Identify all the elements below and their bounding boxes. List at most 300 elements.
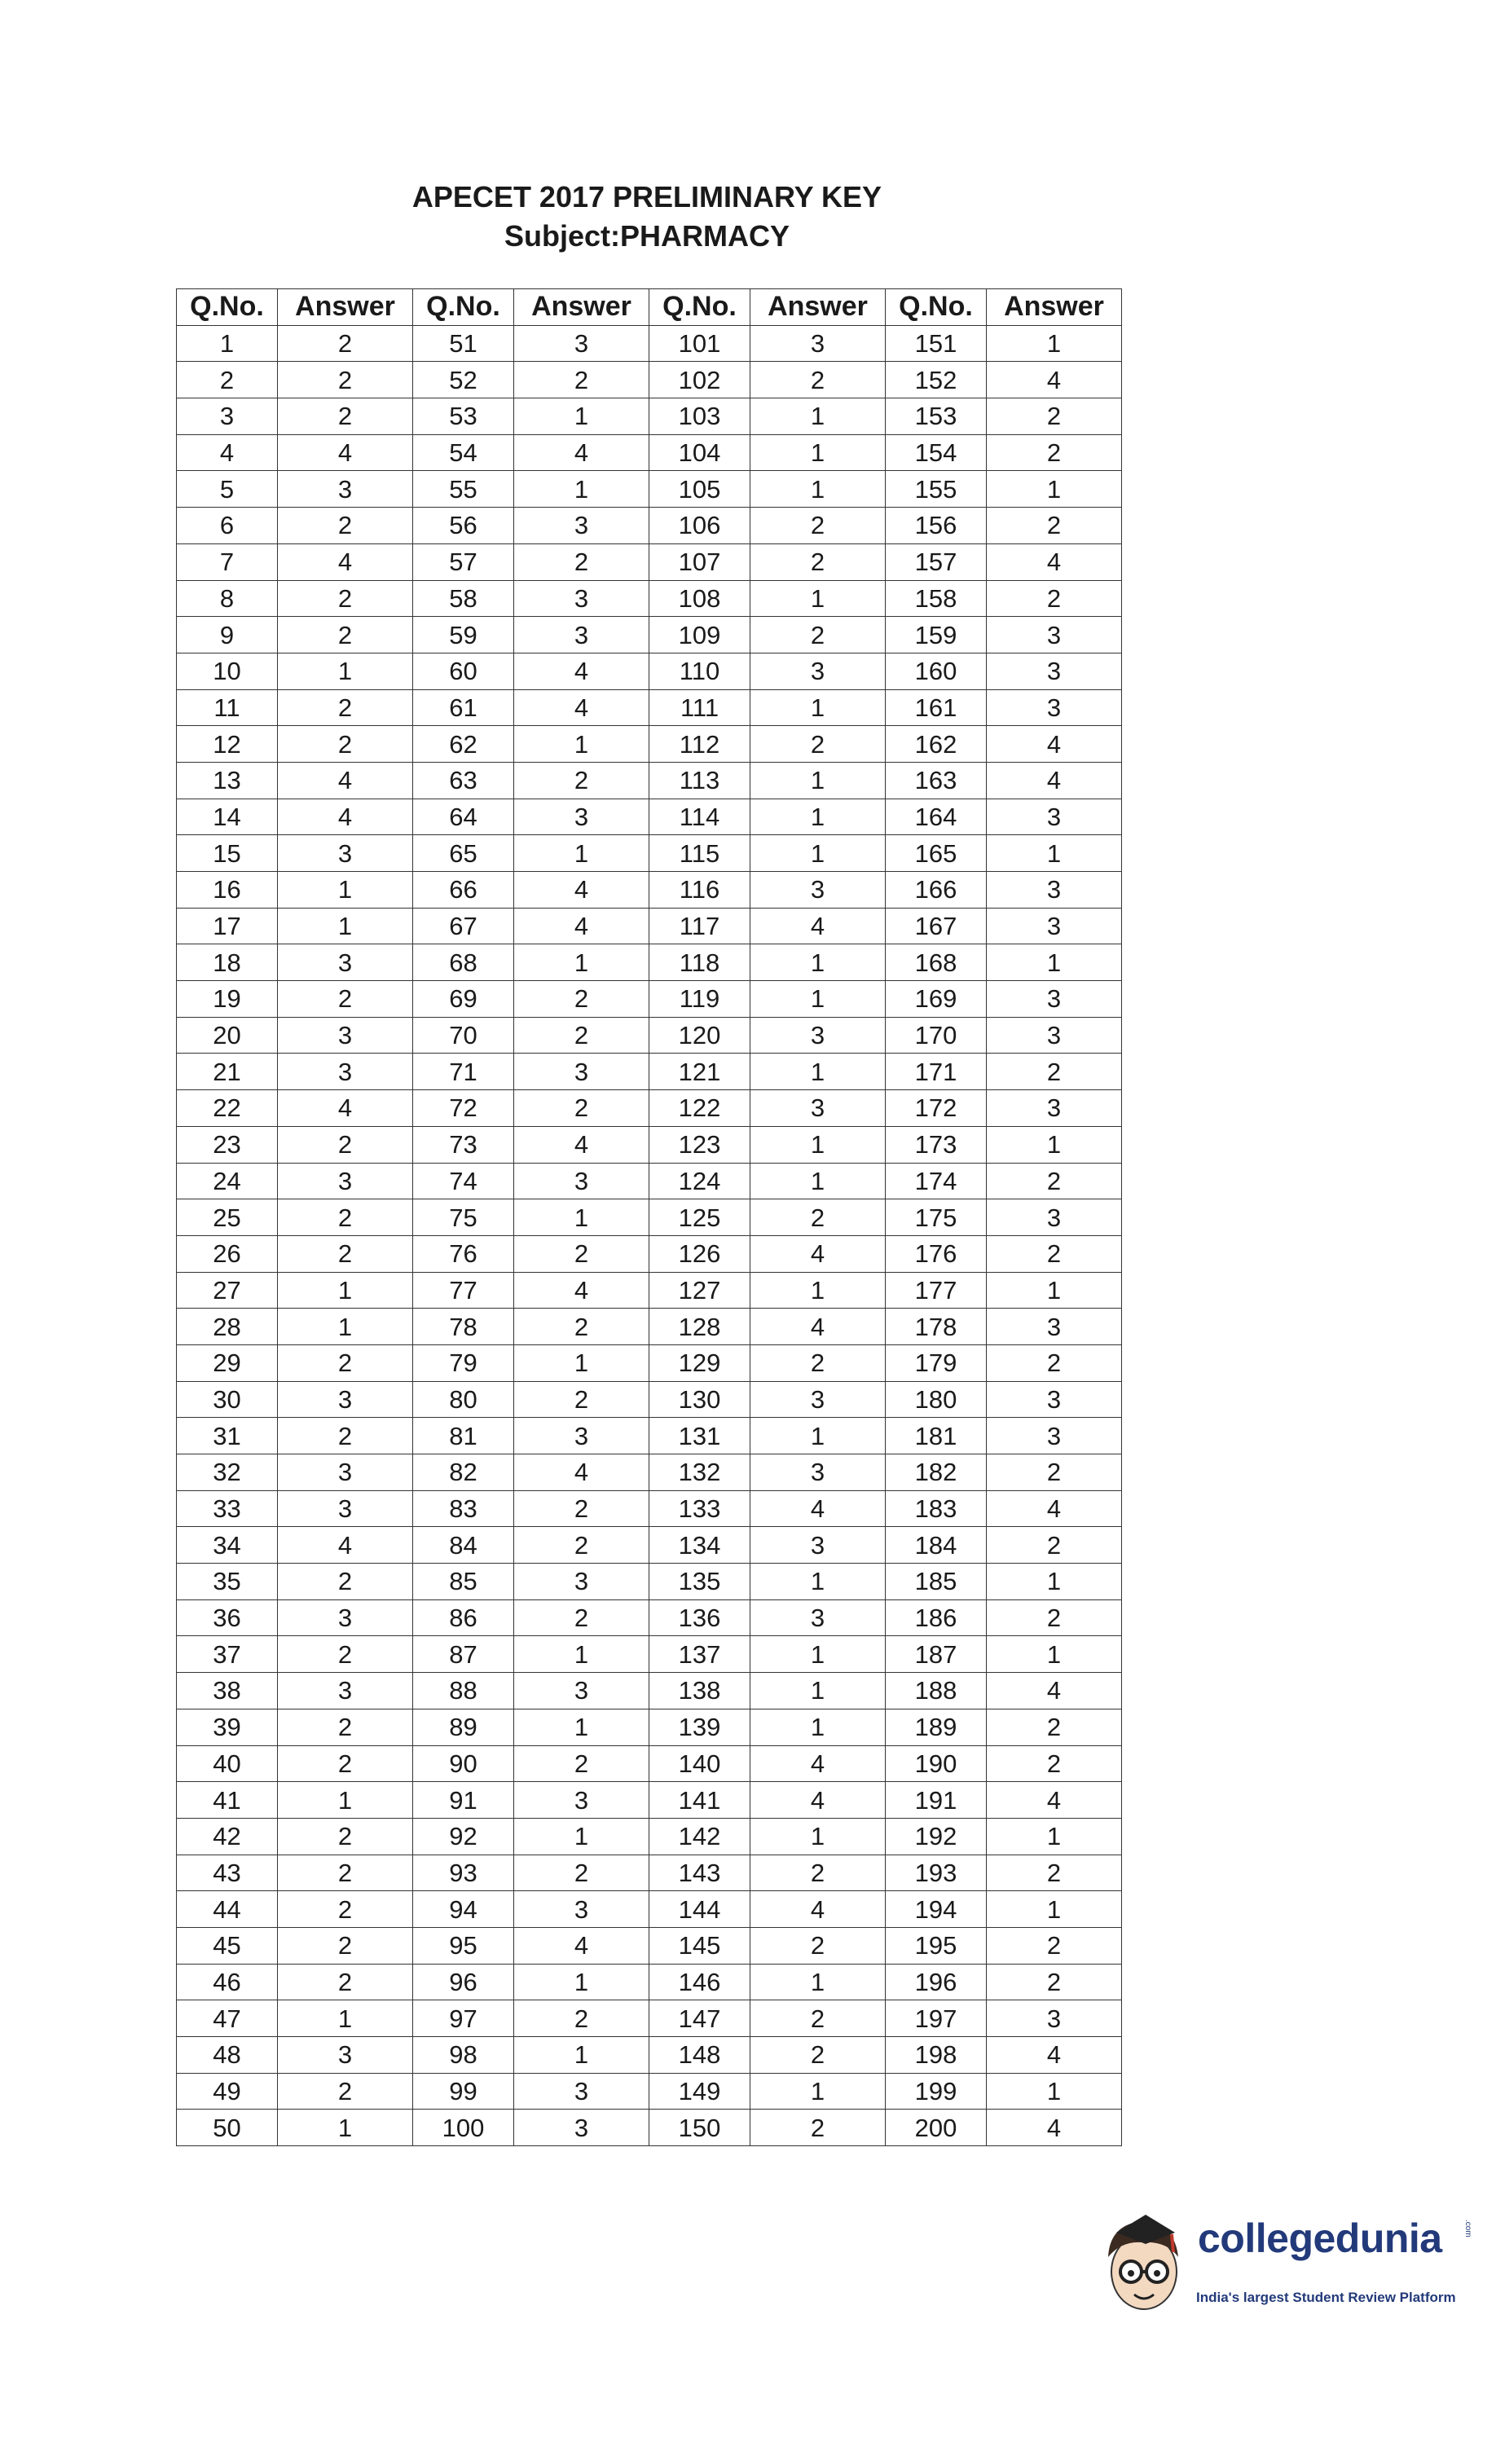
question-number-cell: 51	[413, 325, 514, 362]
answer-cell: 3	[514, 1054, 649, 1090]
answer-cell: 2	[278, 362, 413, 398]
table-row	[177, 762, 1122, 799]
table-row	[177, 944, 1122, 981]
question-number-cell: 73	[413, 1126, 514, 1163]
question-number-cell: 74	[413, 1163, 514, 1199]
question-number-cell: 153	[886, 398, 987, 435]
question-number-cell: 182	[886, 1454, 987, 1491]
answer-cell: 1	[514, 835, 649, 872]
question-number-cell: 174	[886, 1163, 987, 1199]
question-number-cell: 27	[177, 1272, 278, 1309]
question-number-cell: 197	[886, 2000, 987, 2037]
answer-cell: 3	[278, 471, 413, 508]
answer-cell: 4	[278, 762, 413, 799]
answer-cell: 1	[750, 1709, 886, 1745]
answer-cell: 1	[987, 1272, 1122, 1309]
question-number-cell: 29	[177, 1344, 278, 1381]
answer-cell: 3	[750, 1527, 886, 1564]
answer-cell: 2	[278, 1891, 413, 1928]
question-number-cell: 172	[886, 1090, 987, 1127]
question-number-cell: 45	[177, 1927, 278, 1964]
table-row	[177, 325, 1122, 362]
question-number-cell: 106	[649, 508, 750, 544]
question-number-cell: 103	[649, 398, 750, 435]
question-number-cell: 23	[177, 1126, 278, 1163]
question-number-cell: 128	[649, 1309, 750, 1345]
answer-cell: 2	[750, 2037, 886, 2074]
answer-cell: 4	[987, 1782, 1122, 1819]
question-number-cell: 121	[649, 1054, 750, 1090]
answer-cell: 2	[987, 1709, 1122, 1745]
answer-cell: 2	[514, 1381, 649, 1418]
question-number-cell: 173	[886, 1126, 987, 1163]
answer-cell: 4	[750, 1745, 886, 1782]
question-number-cell: 90	[413, 1745, 514, 1782]
answer-cell: 2	[514, 1855, 649, 1891]
table-row	[177, 1709, 1122, 1745]
answer-cell: 4	[987, 362, 1122, 398]
answer-cell: 2	[987, 1527, 1122, 1564]
question-number-cell: 58	[413, 580, 514, 617]
question-number-cell: 102	[649, 362, 750, 398]
answer-cell: 3	[278, 2037, 413, 2074]
table-row	[177, 1454, 1122, 1491]
answer-cell: 4	[987, 543, 1122, 580]
answer-cell: 4	[987, 1673, 1122, 1709]
question-number-cell: 65	[413, 835, 514, 872]
answer-cell: 2	[750, 508, 886, 544]
answer-cell: 2	[514, 762, 649, 799]
answer-cell: 4	[750, 1235, 886, 1272]
answer-cell: 2	[278, 1344, 413, 1381]
question-number-cell: 94	[413, 1891, 514, 1928]
question-number-cell: 17	[177, 908, 278, 944]
question-number-cell: 76	[413, 1235, 514, 1272]
mascot-icon	[1093, 2200, 1191, 2322]
question-number-cell: 39	[177, 1709, 278, 1745]
question-number-cell: 61	[413, 689, 514, 726]
answer-cell: 2	[987, 1855, 1122, 1891]
table-row	[177, 835, 1122, 872]
answer-cell: 3	[987, 617, 1122, 653]
answer-cell: 1	[750, 689, 886, 726]
table-row	[177, 1855, 1122, 1891]
answer-key-table	[176, 288, 1122, 2146]
answer-cell: 1	[514, 471, 649, 508]
question-number-cell: 55	[413, 471, 514, 508]
question-number-cell: 92	[413, 1818, 514, 1855]
answer-cell: 4	[987, 2037, 1122, 2074]
question-number-cell: 177	[886, 1272, 987, 1309]
question-number-cell: 127	[649, 1272, 750, 1309]
question-number-cell: 35	[177, 1564, 278, 1600]
answer-cell: 2	[987, 434, 1122, 471]
question-number-cell: 141	[649, 1782, 750, 1819]
question-number-cell: 111	[649, 689, 750, 726]
answer-cell: 1	[514, 1709, 649, 1745]
question-number-cell: 135	[649, 1564, 750, 1600]
answer-cell: 4	[514, 1272, 649, 1309]
question-number-cell: 159	[886, 617, 987, 653]
answer-cell: 2	[750, 362, 886, 398]
answer-cell: 3	[750, 325, 886, 362]
table-row	[177, 726, 1122, 763]
question-number-cell: 166	[886, 872, 987, 909]
table-row	[177, 981, 1122, 1018]
answer-cell: 3	[514, 1673, 649, 1709]
answer-cell: 1	[514, 2037, 649, 2074]
answer-cell: 4	[750, 908, 886, 944]
header-qno-2: Q.No.	[413, 289, 514, 326]
answer-cell: 1	[987, 471, 1122, 508]
question-number-cell: 184	[886, 1527, 987, 1564]
question-number-cell: 84	[413, 1527, 514, 1564]
answer-cell: 1	[278, 1272, 413, 1309]
question-number-cell: 171	[886, 1054, 987, 1090]
answer-cell: 2	[750, 1855, 886, 1891]
question-number-cell: 154	[886, 434, 987, 471]
table-row	[177, 1309, 1122, 1345]
question-number-cell: 62	[413, 726, 514, 763]
table-row	[177, 653, 1122, 689]
table-row	[177, 1381, 1122, 1418]
question-number-cell: 40	[177, 1745, 278, 1782]
question-number-cell: 200	[886, 2110, 987, 2146]
question-number-cell: 180	[886, 1381, 987, 1418]
answer-cell: 3	[514, 617, 649, 653]
table-row	[177, 398, 1122, 435]
answer-cell: 3	[750, 653, 886, 689]
question-number-cell: 162	[886, 726, 987, 763]
question-number-cell: 157	[886, 543, 987, 580]
question-number-cell: 72	[413, 1090, 514, 1127]
answer-cell: 1	[987, 1818, 1122, 1855]
table-row	[177, 1673, 1122, 1709]
answer-cell: 4	[278, 434, 413, 471]
question-number-cell: 120	[649, 1017, 750, 1054]
question-number-cell: 70	[413, 1017, 514, 1054]
question-number-cell: 3	[177, 398, 278, 435]
question-number-cell: 143	[649, 1855, 750, 1891]
question-number-cell: 36	[177, 1599, 278, 1636]
answer-cell: 1	[278, 908, 413, 944]
table-row	[177, 362, 1122, 398]
answer-cell: 3	[514, 799, 649, 835]
answer-cell: 2	[987, 1964, 1122, 2000]
table-row	[177, 1199, 1122, 1236]
answer-cell: 3	[514, 508, 649, 544]
question-number-cell: 83	[413, 1490, 514, 1527]
answer-cell: 2	[278, 1564, 413, 1600]
answer-cell: 3	[514, 580, 649, 617]
table-row	[177, 1163, 1122, 1199]
answer-cell: 2	[514, 1090, 649, 1127]
brand-name: collegedunia	[1198, 2215, 1442, 2261]
question-number-cell: 93	[413, 1855, 514, 1891]
answer-cell: 4	[514, 1126, 649, 1163]
answer-cell: 1	[278, 2000, 413, 2037]
answer-cell: 2	[514, 1235, 649, 1272]
question-number-cell: 147	[649, 2000, 750, 2037]
answer-cell: 2	[987, 398, 1122, 435]
answer-cell: 2	[987, 1054, 1122, 1090]
table-row	[177, 872, 1122, 909]
answer-cell: 3	[987, 1199, 1122, 1236]
question-number-cell: 179	[886, 1344, 987, 1381]
answer-cell: 2	[278, 1235, 413, 1272]
answer-cell: 1	[750, 1054, 886, 1090]
question-number-cell: 18	[177, 944, 278, 981]
question-number-cell: 6	[177, 508, 278, 544]
answer-cell: 2	[278, 398, 413, 435]
answer-cell: 2	[278, 1636, 413, 1673]
answer-cell: 2	[514, 2000, 649, 2037]
header-qno-1: Q.No.	[177, 289, 278, 326]
table-row	[177, 799, 1122, 835]
answer-cell: 3	[987, 2000, 1122, 2037]
question-number-cell: 118	[649, 944, 750, 981]
question-number-cell: 150	[649, 2110, 750, 2146]
question-number-cell: 105	[649, 471, 750, 508]
question-number-cell: 89	[413, 1709, 514, 1745]
question-number-cell: 140	[649, 1745, 750, 1782]
question-number-cell: 21	[177, 1054, 278, 1090]
answer-cell: 4	[987, 2110, 1122, 2146]
question-number-cell: 149	[649, 2073, 750, 2110]
table-row	[177, 508, 1122, 544]
question-number-cell: 1	[177, 325, 278, 362]
answer-cell: 2	[514, 981, 649, 1018]
question-number-cell: 194	[886, 1891, 987, 1928]
answer-cell: 3	[750, 1090, 886, 1127]
answer-cell: 2	[278, 1199, 413, 1236]
question-number-cell: 116	[649, 872, 750, 909]
question-number-cell: 42	[177, 1818, 278, 1855]
answer-cell: 2	[987, 1344, 1122, 1381]
table-row	[177, 1090, 1122, 1127]
answer-cell: 4	[750, 1490, 886, 1527]
answer-cell: 1	[750, 1964, 886, 2000]
answer-cell: 3	[750, 1017, 886, 1054]
answer-cell: 2	[750, 1199, 886, 1236]
answer-cell: 3	[987, 1381, 1122, 1418]
answer-cell: 1	[750, 580, 886, 617]
answer-cell: 1	[750, 1636, 886, 1673]
answer-cell: 3	[278, 1017, 413, 1054]
answer-cell: 3	[514, 1418, 649, 1454]
question-number-cell: 37	[177, 1636, 278, 1673]
table-row	[177, 471, 1122, 508]
question-number-cell: 9	[177, 617, 278, 653]
table-body	[177, 325, 1122, 2145]
answer-cell: 1	[987, 944, 1122, 981]
answer-cell: 1	[750, 1126, 886, 1163]
answer-cell: 1	[987, 325, 1122, 362]
question-number-cell: 185	[886, 1564, 987, 1600]
table-row	[177, 1235, 1122, 1272]
answer-cell: 1	[750, 1163, 886, 1199]
answer-cell: 2	[987, 1927, 1122, 1964]
answer-cell: 4	[514, 653, 649, 689]
table-row	[177, 580, 1122, 617]
table-row	[177, 1964, 1122, 2000]
answer-cell: 1	[987, 835, 1122, 872]
answer-cell: 3	[987, 1090, 1122, 1127]
answer-cell: 3	[750, 1381, 886, 1418]
table-row	[177, 1891, 1122, 1928]
question-number-cell: 188	[886, 1673, 987, 1709]
answer-cell: 4	[514, 1927, 649, 1964]
question-number-cell: 22	[177, 1090, 278, 1127]
answer-cell: 2	[278, 689, 413, 726]
question-number-cell: 66	[413, 872, 514, 909]
question-number-cell: 164	[886, 799, 987, 835]
answer-cell: 1	[278, 1782, 413, 1819]
answer-cell: 3	[278, 1054, 413, 1090]
answer-cell: 2	[278, 617, 413, 653]
question-number-cell: 122	[649, 1090, 750, 1127]
question-number-cell: 119	[649, 981, 750, 1018]
page-title: APECET 2017 PRELIMINARY KEY	[411, 180, 882, 213]
answer-cell: 3	[987, 1418, 1122, 1454]
question-number-cell: 192	[886, 1818, 987, 1855]
question-number-cell: 126	[649, 1235, 750, 1272]
question-number-cell: 170	[886, 1017, 987, 1054]
table-row	[177, 1927, 1122, 1964]
question-number-cell: 189	[886, 1709, 987, 1745]
question-number-cell: 14	[177, 799, 278, 835]
answer-cell: 2	[278, 1709, 413, 1745]
header-answer-1: Answer	[278, 289, 413, 326]
question-number-cell: 137	[649, 1636, 750, 1673]
question-number-cell: 30	[177, 1381, 278, 1418]
question-number-cell: 80	[413, 1381, 514, 1418]
table-header-row	[177, 289, 1122, 326]
question-number-cell: 95	[413, 1927, 514, 1964]
question-number-cell: 187	[886, 1636, 987, 1673]
question-number-cell: 161	[886, 689, 987, 726]
answer-cell: 1	[987, 2073, 1122, 2110]
question-number-cell: 193	[886, 1855, 987, 1891]
question-number-cell: 129	[649, 1344, 750, 1381]
answer-cell: 1	[514, 1964, 649, 2000]
answer-cell: 2	[278, 325, 413, 362]
answer-cell: 2	[278, 2073, 413, 2110]
question-number-cell: 96	[413, 1964, 514, 2000]
question-number-cell: 134	[649, 1527, 750, 1564]
answer-cell: 4	[750, 1309, 886, 1345]
question-number-cell: 99	[413, 2073, 514, 2110]
answer-cell: 3	[987, 981, 1122, 1018]
question-number-cell: 67	[413, 908, 514, 944]
answer-cell: 4	[750, 1891, 886, 1928]
question-number-cell: 167	[886, 908, 987, 944]
question-number-cell: 123	[649, 1126, 750, 1163]
question-number-cell: 108	[649, 580, 750, 617]
question-number-cell: 8	[177, 580, 278, 617]
question-number-cell: 178	[886, 1309, 987, 1345]
answer-cell: 3	[278, 1381, 413, 1418]
question-number-cell: 87	[413, 1636, 514, 1673]
question-number-cell: 160	[886, 653, 987, 689]
question-number-cell: 15	[177, 835, 278, 872]
answer-cell: 1	[750, 799, 886, 835]
question-number-cell: 104	[649, 434, 750, 471]
question-number-cell: 145	[649, 1927, 750, 1964]
answer-cell: 4	[278, 799, 413, 835]
question-number-cell: 156	[886, 508, 987, 544]
answer-cell: 2	[278, 981, 413, 1018]
answer-cell: 1	[514, 1199, 649, 1236]
question-number-cell: 144	[649, 1891, 750, 1928]
answer-cell: 1	[987, 1636, 1122, 1673]
answer-cell: 1	[987, 1564, 1122, 1600]
answer-cell: 4	[514, 689, 649, 726]
table-row	[177, 1418, 1122, 1454]
question-number-cell: 26	[177, 1235, 278, 1272]
question-number-cell: 10	[177, 653, 278, 689]
answer-cell: 1	[750, 944, 886, 981]
question-number-cell: 115	[649, 835, 750, 872]
header-answer-4: Answer	[987, 289, 1122, 326]
answer-cell: 1	[750, 762, 886, 799]
answer-cell: 2	[750, 617, 886, 653]
answer-cell: 1	[987, 1891, 1122, 1928]
table-row	[177, 1782, 1122, 1819]
answer-cell: 1	[514, 398, 649, 435]
answer-cell: 3	[987, 1017, 1122, 1054]
answer-cell: 2	[278, 1418, 413, 1454]
answer-cell: 1	[278, 2110, 413, 2146]
answer-cell: 1	[514, 1818, 649, 1855]
question-number-cell: 198	[886, 2037, 987, 2074]
answer-cell: 2	[278, 726, 413, 763]
answer-cell: 3	[750, 1599, 886, 1636]
answer-cell: 1	[278, 872, 413, 909]
answer-cell: 3	[514, 325, 649, 362]
answer-cell: 2	[514, 362, 649, 398]
question-number-cell: 131	[649, 1418, 750, 1454]
question-number-cell: 165	[886, 835, 987, 872]
question-number-cell: 52	[413, 362, 514, 398]
answer-cell: 2	[750, 1927, 886, 1964]
question-number-cell: 2	[177, 362, 278, 398]
question-number-cell: 19	[177, 981, 278, 1018]
table-row	[177, 1126, 1122, 1163]
question-number-cell: 176	[886, 1235, 987, 1272]
question-number-cell: 64	[413, 799, 514, 835]
table-row	[177, 2000, 1122, 2037]
answer-cell: 2	[750, 1344, 886, 1381]
answer-cell: 2	[987, 580, 1122, 617]
answer-cell: 4	[987, 726, 1122, 763]
answer-cell: 2	[278, 1126, 413, 1163]
question-number-cell: 91	[413, 1782, 514, 1819]
question-number-cell: 130	[649, 1381, 750, 1418]
answer-cell: 2	[278, 508, 413, 544]
answer-cell: 1	[750, 1818, 886, 1855]
question-number-cell: 152	[886, 362, 987, 398]
question-number-cell: 33	[177, 1490, 278, 1527]
table-row	[177, 1344, 1122, 1381]
answer-cell: 1	[750, 1418, 886, 1454]
answer-cell: 4	[514, 434, 649, 471]
question-number-cell: 54	[413, 434, 514, 471]
question-number-cell: 31	[177, 1418, 278, 1454]
page-subtitle: Subject:PHARMACY	[504, 219, 790, 253]
table-row	[177, 1490, 1122, 1527]
answer-cell: 2	[514, 1745, 649, 1782]
